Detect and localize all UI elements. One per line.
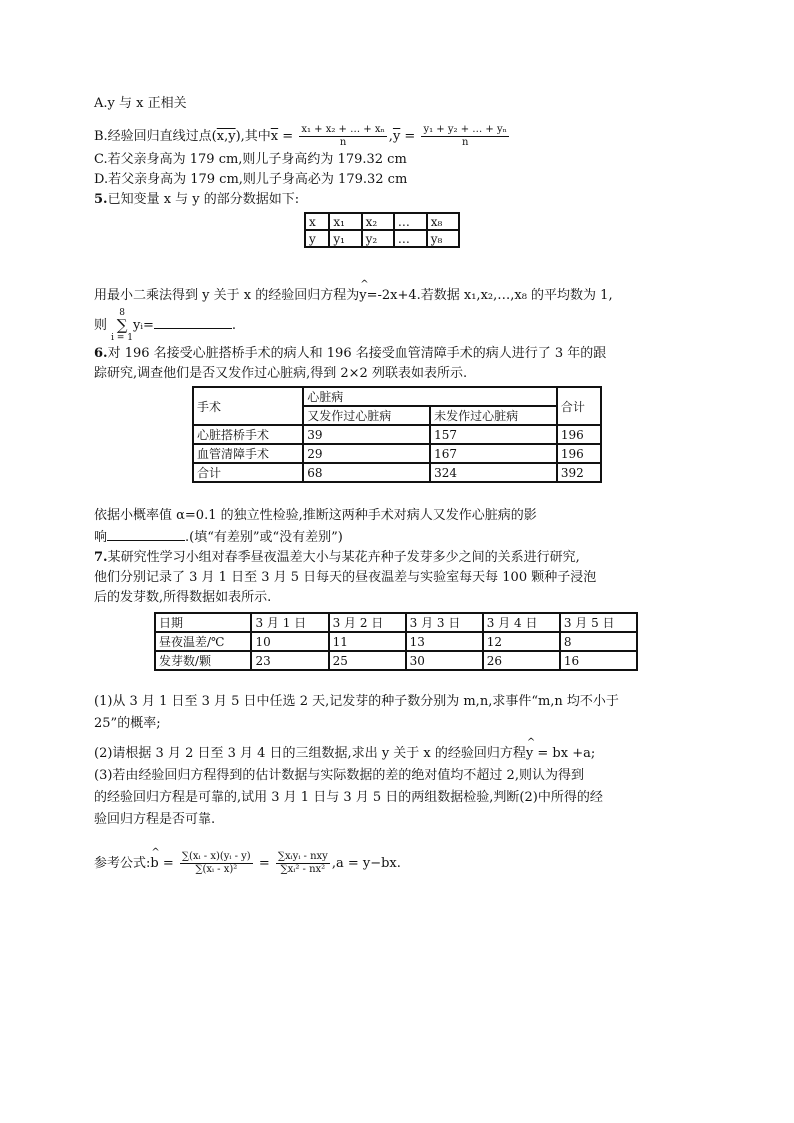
option-b-point: x,y — [216, 129, 236, 144]
option-a: A.y 与 x 正相关 — [94, 96, 187, 111]
q5-title — [94, 192, 299, 208]
formula-label: 参考公式: — [94, 856, 151, 871]
q7-part2 — [94, 746, 595, 762]
table-cell: 68 — [303, 463, 430, 482]
q7-line2: 他们分别记录了 3 月 1 日至 3 月 5 日每天的昼夜温差与实验室每天每 100 颗种子浸泡 — [94, 570, 597, 585]
q5-line2-a: 则 — [94, 318, 108, 333]
table-cell: 167 — [430, 444, 557, 463]
q5-number: 5. — [94, 192, 108, 207]
q7-part3-a: (3)若由经验回归方程得到的估计数据与实际数据的差的绝对值均不超过 2,则认为得到 — [94, 768, 584, 783]
table-cell: 发芽数/颗 — [155, 651, 251, 670]
q7-part1-b: 25”的概率; — [94, 716, 161, 731]
table-cell: 23 — [251, 651, 328, 670]
q7-part2-text: (2)请根据 3 月 2 日至 3 月 4 日的三组数据,求出 y 关于 x 的经验回归方程 — [94, 746, 526, 761]
table-header: 合计 — [557, 387, 601, 425]
table-row — [155, 651, 637, 670]
table-cell: x₁ — [329, 213, 361, 230]
table-cell: x₂ — [362, 213, 394, 230]
table-header: 心脏病 — [303, 387, 557, 406]
table-row — [193, 444, 601, 463]
q7-number: 7. — [94, 550, 108, 565]
table-cell: 3 月 2 日 — [329, 613, 406, 632]
xbar-denominator: n — [339, 137, 347, 148]
q6-table — [192, 386, 602, 483]
table-cell: 8 — [560, 632, 637, 651]
table-cell: 196 — [557, 444, 601, 463]
table-cell: x₈ — [427, 213, 459, 230]
q6-title2: 踪研究,调查他们是否又发作过心脏病,得到 2×2 列联表如表所示. — [94, 366, 468, 381]
ybar-numerator: y₁ + y₂ + … + yₙ — [423, 124, 507, 135]
q5-line1-b: =-2x+4.若数据 x₁,x₂,…,x₈ 的平均数为 1, — [366, 288, 613, 303]
option-c: C.若父亲身高为 179 cm,则儿子身高约为 179.32 cm — [94, 152, 407, 167]
formula-tail: ,a = y−bx. — [331, 856, 401, 871]
table-header: 又发作过心脏病 — [303, 406, 430, 425]
q5-line2-end: . — [231, 318, 237, 333]
q5-table — [304, 212, 460, 248]
table-cell: 3 月 3 日 — [406, 613, 483, 632]
q6-after2 — [94, 528, 343, 546]
table-cell: y₈ — [427, 230, 459, 247]
q6-after2-b: .(填“有差别”或“没有差别”) — [185, 530, 343, 545]
table-cell: … — [394, 213, 427, 230]
table-cell: 196 — [557, 425, 601, 444]
table-cell: 26 — [483, 651, 560, 670]
table-row — [193, 387, 601, 406]
table-row — [155, 632, 637, 651]
q6-after2-a: 响 — [94, 530, 108, 545]
q7-line3: 后的发芽数,所得数据如表所示. — [94, 590, 272, 605]
table-cell: 3 月 4 日 — [483, 613, 560, 632]
q7-part3-b: 的经验回归方程是可靠的,试用 3 月 1 日与 3 月 5 日的两组数据检验,判断(2)中所得的经 — [94, 790, 603, 805]
option-b-ybar: $\overline{y}$ — [392, 129, 401, 144]
table-cell: 3 月 1 日 — [251, 613, 328, 632]
y-hat: ^ y — [359, 288, 366, 304]
formula-numerator-1: ∑(xᵢ - x)(yᵢ - y) — [181, 851, 251, 862]
ybar-denominator: n — [462, 137, 469, 148]
table-cell: 10 — [251, 632, 328, 651]
option-d: D.若父亲身高为 179 cm,则儿子身高必为 179.32 cm — [94, 172, 408, 187]
table-cell: 157 — [430, 425, 557, 444]
sum-lower: i = 1 — [111, 333, 134, 343]
formula-fraction-2 — [276, 851, 330, 876]
table-cell: y₂ — [362, 230, 394, 247]
option-b-mid: ),其中 — [235, 129, 271, 144]
table-row — [305, 213, 459, 230]
answer-blank[interactable] — [107, 528, 185, 541]
answer-blank[interactable] — [154, 316, 232, 329]
q5-line2-b: yᵢ= — [133, 318, 154, 333]
q5-line2 — [94, 308, 236, 343]
summation-symbol: 8 ∑ i = 1 — [111, 308, 134, 343]
table-cell: 324 — [430, 463, 557, 482]
option-b-prefix: B.经验回归直线过点( — [94, 129, 217, 144]
ybar-fraction — [421, 124, 509, 149]
table-cell: 血管清障手术 — [193, 444, 303, 463]
formula-fraction-1 — [180, 851, 253, 876]
q7-title — [94, 550, 580, 566]
q7-text: 某研究性学习小组对春季昼夜温差大小与某花卉种子发芽多少之间的关系进行研究, — [107, 550, 580, 565]
q5-line1 — [94, 288, 613, 304]
table-cell: 合计 — [193, 463, 303, 482]
formula-b: ^ b = — [150, 840, 173, 888]
table-cell: x — [305, 213, 329, 230]
regression-equation: ^ y = bx +a; — [526, 746, 595, 762]
q6-after1: 依据小概率值 α=0.1 的独立性检验,推断这两种手术对病人又发作心脏病的影 — [94, 508, 537, 523]
table-row — [193, 463, 601, 482]
table-cell: 11 — [329, 632, 406, 651]
table-cell: 13 — [406, 632, 483, 651]
xbar-numerator: x₁ + x₂ + … + xₙ — [301, 124, 385, 135]
reference-formula: 参考公式:^ b = $\frac{\text{∑(xᵢ - x)(yᵢ - y)}}{\text{∑(xᵢ - x)²}}$ = $\frac{\text{∑xᵢyᵢ - nxy}}{\text{∑xᵢ² - nx²}}$ ,a = y−bx. — [94, 840, 401, 888]
table-cell: 25 — [329, 651, 406, 670]
q6-number: 6. — [94, 346, 108, 361]
table-cell: 30 — [406, 651, 483, 670]
q6-title — [94, 346, 606, 362]
table-row — [305, 230, 459, 247]
sum-upper: 8 — [119, 308, 125, 318]
q5-line1-a: 用最小二乘法得到 y 关于 x 的经验回归方程为 — [94, 288, 360, 303]
table-cell: y₁ — [329, 230, 361, 247]
option-b: B.经验回归直线过点(x,y),其中$\overline{x}$ = $\frac{\text{x₁ + x₂ + … + xₙ}}{n}$ $,\overline{y}$ = $\frac{\text{y₁ + y₂ + … + yₙ}}{n}$ — [94, 124, 507, 148]
table-header: 未发作过心脏病 — [430, 406, 557, 425]
table-row — [193, 425, 601, 444]
table-cell: 心脏搭桥手术 — [193, 425, 303, 444]
table-cell: y — [305, 230, 329, 247]
table-row — [155, 613, 637, 632]
table-cell: 昼夜温差/℃ — [155, 632, 251, 651]
table-cell: 39 — [303, 425, 430, 444]
formula-denominator-1: ∑(xᵢ - x)² — [195, 864, 238, 875]
formula-denominator-2: ∑xᵢ² - nx² — [280, 864, 326, 875]
option-b-xbar: $\overline{x}$ — [270, 129, 279, 144]
table-cell: 3 月 5 日 — [560, 613, 637, 632]
table-cell: 29 — [303, 444, 430, 463]
q5-text: 已知变量 x 与 y 的部分数据如下: — [107, 192, 300, 207]
table-header: 手术 — [193, 387, 303, 425]
table-cell: 12 — [483, 632, 560, 651]
q6-text: 对 196 名接受心脏搭桥手术的病人和 196 名接受血管清障手术的病人进行了 3 年的跟 — [107, 346, 607, 361]
q7-part1-a: (1)从 3 月 1 日至 3 月 5 日中任选 2 天,记发芽的种子数分别为 m,n,求事件“m,n 均不小于 — [94, 694, 619, 709]
xbar-fraction — [299, 124, 386, 149]
q7-part3-c: 验回归方程是否可靠. — [94, 812, 216, 827]
q7-table — [154, 612, 638, 671]
table-cell: 16 — [560, 651, 637, 670]
table-cell: 日期 — [155, 613, 251, 632]
formula-numerator-2: ∑xᵢyᵢ - nxy — [277, 851, 328, 862]
table-cell: 392 — [557, 463, 601, 482]
table-cell: … — [394, 230, 427, 247]
